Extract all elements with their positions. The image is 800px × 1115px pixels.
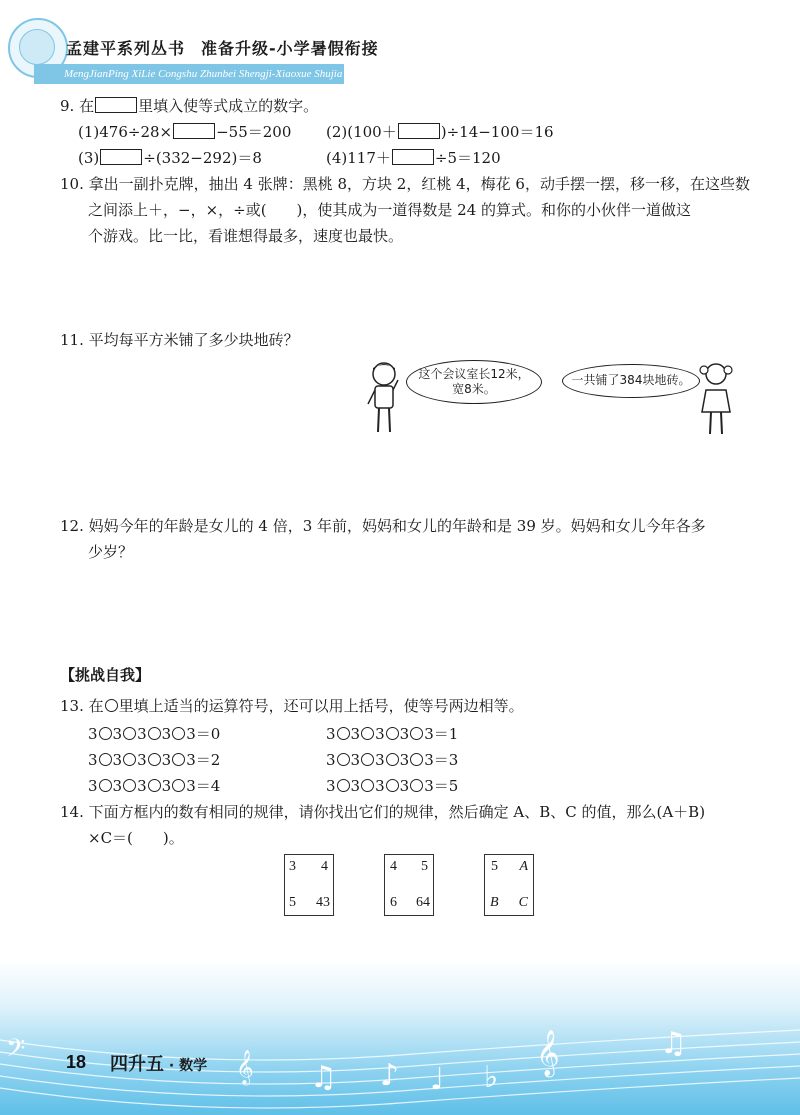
q14-line2: ×C＝( )。 xyxy=(88,829,184,847)
operator-circle[interactable] xyxy=(148,779,161,792)
q11-text: 11. 平均每平方米铺了多少块地砖？ xyxy=(60,331,299,349)
girl-speech-bubble: 一共铺了384块地砖。 xyxy=(562,364,700,398)
series-name: 孟建平系列丛书 xyxy=(66,39,186,58)
operator-circle[interactable] xyxy=(361,779,374,792)
treble-clef-icon: 𝄞 xyxy=(236,1050,254,1085)
operator-circle[interactable] xyxy=(337,753,350,766)
operator-circle[interactable] xyxy=(410,753,423,766)
q10-line3: 个游戏。比一比，看谁想得最多，速度也最快。 xyxy=(88,227,404,245)
answer-box[interactable] xyxy=(392,149,434,165)
girl-illustration xyxy=(696,360,736,438)
q13-row1-right: 3 3 3 3 3＝1 xyxy=(326,725,459,743)
answer-box[interactable] xyxy=(173,123,215,139)
treble-clef-icon: 𝄞 xyxy=(536,1030,560,1076)
operator-circle[interactable] xyxy=(123,753,136,766)
q9-prompt: 9. 在 里填入使等式成立的数字。 xyxy=(60,97,319,115)
operator-circle[interactable] xyxy=(386,727,399,740)
operator-circle[interactable] xyxy=(172,753,185,766)
q10-line2: 之间添上＋，−，×，÷或( )，使其成为一道得数是 24 的算式。和你的小伙伴一道做这 xyxy=(88,201,692,219)
operator-circle[interactable] xyxy=(123,727,136,740)
bass-clef-icon: 𝄢 xyxy=(6,1034,26,1069)
operator-circle[interactable] xyxy=(337,779,350,792)
operator-circle[interactable] xyxy=(148,753,161,766)
music-note-icon: ♫ xyxy=(660,1026,687,1061)
operator-circle[interactable] xyxy=(99,727,112,740)
operator-circle[interactable] xyxy=(148,727,161,740)
q9-part1: (1)476÷28× −55＝200 xyxy=(78,123,292,141)
operator-circle[interactable] xyxy=(386,753,399,766)
page-number: 18 xyxy=(66,1052,87,1072)
q13-row2-left: 3 3 3 3 3＝2 xyxy=(88,751,221,769)
q14-line1: 14. 下面方框内的数有相同的规律，请你找出它们的规律，然后确定 A、B、C 的值，那么(A＋B) xyxy=(60,803,706,821)
music-note-icon: ♩ xyxy=(430,1062,445,1097)
q10-line1: 10. 拿出一副扑克牌，抽出 4 张牌：黑桃 8，方块 2，红桃 4，梅花 6，动手摆一摆，移一移，在这些数 xyxy=(60,175,750,193)
q12-line1: 12. 妈妈今年的年龄是女儿的 4 倍，3 年前，妈妈和女儿的年龄和是 39 岁。妈妈和女儿今年各多 xyxy=(60,517,706,535)
challenge-heading: 【挑战自我】 xyxy=(60,666,151,684)
operator-circle[interactable] xyxy=(99,779,112,792)
answer-box[interactable] xyxy=(398,123,440,139)
q13-row1-left: 3 3 3 3 3＝0 xyxy=(88,725,221,743)
q13-row3-right: 3 3 3 3 3＝5 xyxy=(326,777,459,795)
q13-row3-left: 3 3 3 3 3＝4 xyxy=(88,777,221,795)
music-note-icon: ♪ xyxy=(380,1058,400,1093)
q13-text: 13. 在 里填上适当的运算符号，还可以用上括号，使等号两边相等。 xyxy=(60,697,524,715)
pattern-box-2: 4 5 6 64 xyxy=(384,854,434,916)
music-note-icon: ♫ xyxy=(310,1060,337,1095)
operator-circle[interactable] xyxy=(386,779,399,792)
operator-circle[interactable] xyxy=(337,727,350,740)
operator-circle[interactable] xyxy=(361,753,374,766)
book-title: 准备升级-小学暑假衔接 xyxy=(201,39,379,58)
operator-circle[interactable] xyxy=(172,727,185,740)
logo-emblem xyxy=(19,29,55,65)
answer-box[interactable] xyxy=(95,97,137,113)
operator-circle[interactable] xyxy=(99,753,112,766)
q13-row2-right: 3 3 3 3 3＝3 xyxy=(326,751,459,769)
q12-line2: 少岁？ xyxy=(88,543,134,561)
boy-speech-bubble: 这个会议室长12米， 宽8米。 xyxy=(406,360,542,404)
operator-circle[interactable] xyxy=(105,699,118,712)
flat-sign-icon: ♭ xyxy=(484,1060,499,1095)
q9-part4: (4)117＋ ÷5＝120 xyxy=(326,149,501,167)
operator-circle[interactable] xyxy=(123,779,136,792)
q9-part2: (2)(100＋ )÷14−100＝16 xyxy=(326,123,554,141)
operator-circle[interactable] xyxy=(361,727,374,740)
operator-circle[interactable] xyxy=(410,727,423,740)
header-pinyin: MengJianPing XiLie Congshu Zhunbei Shengji-Xiaoxue Shujia Xianjie xyxy=(34,64,344,84)
grade-label: 四升五 · 数学 xyxy=(110,1054,208,1075)
q9-part3: (3) ÷(332−292)＝8 xyxy=(78,149,262,167)
pattern-box-1: 3 4 5 43 xyxy=(284,854,334,916)
header-title xyxy=(66,36,379,59)
answer-box[interactable] xyxy=(100,149,142,165)
boy-illustration xyxy=(362,360,406,438)
operator-circle[interactable] xyxy=(410,779,423,792)
pattern-box-3: 5 A B C xyxy=(484,854,534,916)
operator-circle[interactable] xyxy=(172,779,185,792)
